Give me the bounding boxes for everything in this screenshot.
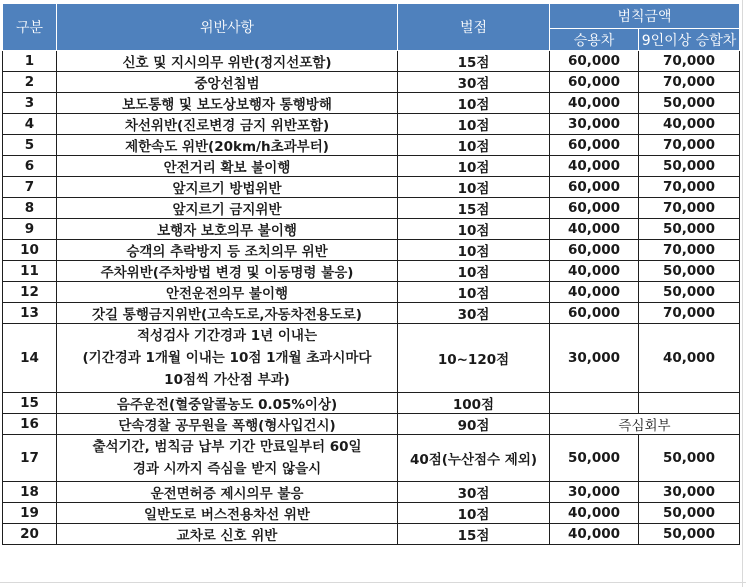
row-violation bbox=[57, 435, 398, 482]
row-no: 13 bbox=[3, 303, 57, 324]
table-row bbox=[3, 282, 740, 303]
row-no: 18 bbox=[3, 482, 57, 503]
row-points: 10점 bbox=[398, 282, 550, 303]
row-no: 11 bbox=[3, 261, 57, 282]
table-row bbox=[3, 240, 740, 261]
row-no: 12 bbox=[3, 282, 57, 303]
row-no: 17 bbox=[3, 435, 57, 482]
table-row bbox=[3, 482, 740, 503]
row-no: 10 bbox=[3, 240, 57, 261]
row-violation: 음주운전(혈중알콜농도 0.05%이상) bbox=[57, 393, 398, 414]
row-violation: 안전운전의무 불이행 bbox=[57, 282, 398, 303]
table-row bbox=[3, 393, 740, 414]
row-no: 4 bbox=[3, 114, 57, 135]
row-violation: 승객의 추락방지 등 조치의무 위반 bbox=[57, 240, 398, 261]
row-no: 6 bbox=[3, 156, 57, 177]
row-violation: 단속경찰 공무원을 폭행(형사입건시) bbox=[57, 414, 398, 435]
row-fine-van: 50,000 bbox=[639, 219, 740, 240]
row-violation: 운전면허증 제시의무 불응 bbox=[57, 482, 398, 503]
table-row bbox=[3, 524, 740, 545]
row-violation-line: (기간경과 1개월 이내는 10점 1개월 초과시마다 bbox=[82, 350, 372, 366]
row-points: 15점 bbox=[398, 51, 550, 72]
row-fine-van bbox=[639, 393, 740, 414]
row-fine-car: 30,000 bbox=[550, 114, 639, 135]
row-no: 1 bbox=[3, 51, 57, 72]
row-fine-van: 40,000 bbox=[639, 114, 740, 135]
row-fine-van: 70,000 bbox=[639, 198, 740, 219]
row-no: 9 bbox=[3, 219, 57, 240]
table-row bbox=[3, 219, 740, 240]
row-no: 7 bbox=[3, 177, 57, 198]
row-points: 10점 bbox=[398, 93, 550, 114]
row-fine-car: 40,000 bbox=[550, 503, 639, 524]
row-points: 30점 bbox=[398, 482, 550, 503]
row-no: 16 bbox=[3, 414, 57, 435]
row-points: 10점 bbox=[398, 177, 550, 198]
row-no: 19 bbox=[3, 503, 57, 524]
row-points: 10점 bbox=[398, 114, 550, 135]
row-fine-car bbox=[550, 393, 639, 414]
row-fine-van: 40,000 bbox=[639, 324, 740, 393]
row-violation: 갓길 통행금지위반(고속도로,자동차전용도로) bbox=[57, 303, 398, 324]
row-points: 10~120점 bbox=[398, 324, 550, 393]
row-fine-van: 50,000 bbox=[639, 261, 740, 282]
table-row bbox=[3, 435, 740, 482]
table-row bbox=[3, 93, 740, 114]
row-fine-car: 40,000 bbox=[550, 93, 639, 114]
table-row bbox=[3, 303, 740, 324]
row-fine-van: 50,000 bbox=[639, 524, 740, 545]
row-violation: 중앙선침범 bbox=[57, 72, 398, 93]
row-fine-van: 70,000 bbox=[639, 177, 740, 198]
row-fine-car: 60,000 bbox=[550, 198, 639, 219]
row-fine-van: 70,000 bbox=[639, 72, 740, 93]
row-fine-van: 50,000 bbox=[639, 503, 740, 524]
table-row bbox=[3, 324, 740, 393]
sheet-gridline bbox=[0, 582, 746, 583]
row-points: 30점 bbox=[398, 303, 550, 324]
row-no: 15 bbox=[3, 393, 57, 414]
row-points: 10점 bbox=[398, 240, 550, 261]
row-fine-car: 30,000 bbox=[550, 482, 639, 503]
row-fine-car: 30,000 bbox=[550, 324, 639, 393]
table-row bbox=[3, 51, 740, 72]
row-points: 10점 bbox=[398, 261, 550, 282]
row-fine-car: 40,000 bbox=[550, 219, 639, 240]
row-fine-car: 40,000 bbox=[550, 524, 639, 545]
penalty-table bbox=[2, 3, 740, 545]
row-fine-car: 50,000 bbox=[550, 435, 639, 482]
header-points: 벌점 bbox=[398, 4, 550, 51]
row-violation: 안전거리 확보 불이행 bbox=[57, 156, 398, 177]
row-no: 14 bbox=[3, 324, 57, 393]
row-violation: 제한속도 위반(20km/h초과부터) bbox=[57, 135, 398, 156]
table-row bbox=[3, 72, 740, 93]
header-fine: 범칙금액 bbox=[550, 4, 740, 29]
row-fine-car: 60,000 bbox=[550, 135, 639, 156]
row-fine-car: 60,000 bbox=[550, 72, 639, 93]
row-fine-van: 50,000 bbox=[639, 435, 740, 482]
row-violation: 주차위반(주차방법 변경 및 이동명령 불응) bbox=[57, 261, 398, 282]
row-fine-van: 50,000 bbox=[639, 156, 740, 177]
row-violation-line: 경과 시까지 즉심을 받지 않을시 bbox=[132, 461, 322, 477]
row-fine-car: 40,000 bbox=[550, 282, 639, 303]
row-fine-van: 50,000 bbox=[639, 93, 740, 114]
row-violation-line: 10점씩 가산점 부과) bbox=[164, 372, 290, 388]
row-points: 30점 bbox=[398, 72, 550, 93]
row-points: 15점 bbox=[398, 198, 550, 219]
row-violation: 보행자 보호의무 불이행 bbox=[57, 219, 398, 240]
row-fine-van: 50,000 bbox=[639, 282, 740, 303]
row-violation: 일반도로 버스전용차선 위반 bbox=[57, 503, 398, 524]
row-violation: 차선위반(진로변경 금지 위반포함) bbox=[57, 114, 398, 135]
row-violation: 앞지르기 금지위반 bbox=[57, 198, 398, 219]
row-points: 90점 bbox=[398, 414, 550, 435]
table-row bbox=[3, 135, 740, 156]
row-fine-car: 60,000 bbox=[550, 303, 639, 324]
header-no: 구분 bbox=[3, 4, 57, 51]
table-row bbox=[3, 414, 740, 435]
table-row bbox=[3, 177, 740, 198]
row-no: 20 bbox=[3, 524, 57, 545]
row-violation: 앞지르기 방법위반 bbox=[57, 177, 398, 198]
row-points: 15점 bbox=[398, 524, 550, 545]
row-fine-van: 70,000 bbox=[639, 51, 740, 72]
table-row bbox=[3, 198, 740, 219]
row-no: 8 bbox=[3, 198, 57, 219]
row-violation: 보도통행 및 보도상보행자 통행방해 bbox=[57, 93, 398, 114]
sheet-gridline bbox=[742, 0, 743, 587]
row-points: 100점 bbox=[398, 393, 550, 414]
row-fine-van: 70,000 bbox=[639, 240, 740, 261]
row-fine-car: 60,000 bbox=[550, 240, 639, 261]
row-violation: 교차로 신호 위반 bbox=[57, 524, 398, 545]
row-no: 3 bbox=[3, 93, 57, 114]
row-violation-line: 출석기간, 범칙금 납부 기간 만료일부터 60일 bbox=[92, 439, 362, 455]
header-violation: 위반사항 bbox=[57, 4, 398, 51]
row-fine-car: 60,000 bbox=[550, 177, 639, 198]
row-fine-van: 70,000 bbox=[639, 303, 740, 324]
header-fine-van: 9인이상 승합차 bbox=[639, 29, 740, 51]
row-fine-van: 70,000 bbox=[639, 135, 740, 156]
header-fine-car: 승용차 bbox=[550, 29, 639, 51]
row-no: 2 bbox=[3, 72, 57, 93]
row-violation bbox=[57, 324, 398, 393]
table-row bbox=[3, 503, 740, 524]
row-violation-line: 적성검사 기간경과 1년 이내는 bbox=[137, 328, 317, 344]
table-row bbox=[3, 156, 740, 177]
row-fine-car: 60,000 bbox=[550, 51, 639, 72]
row-no: 5 bbox=[3, 135, 57, 156]
row-points: 40점(누산점수 제외) bbox=[398, 435, 550, 482]
row-points: 10점 bbox=[398, 135, 550, 156]
row-points: 10점 bbox=[398, 219, 550, 240]
row-fine-van: 30,000 bbox=[639, 482, 740, 503]
row-fine-merged: 즉심회부 bbox=[550, 414, 740, 435]
row-points: 10점 bbox=[398, 156, 550, 177]
table-row bbox=[3, 261, 740, 282]
row-fine-car: 40,000 bbox=[550, 156, 639, 177]
table-row bbox=[3, 114, 740, 135]
row-points: 10점 bbox=[398, 503, 550, 524]
row-violation: 신호 및 지시의무 위반(정지선포함) bbox=[57, 51, 398, 72]
row-fine-car: 40,000 bbox=[550, 261, 639, 282]
